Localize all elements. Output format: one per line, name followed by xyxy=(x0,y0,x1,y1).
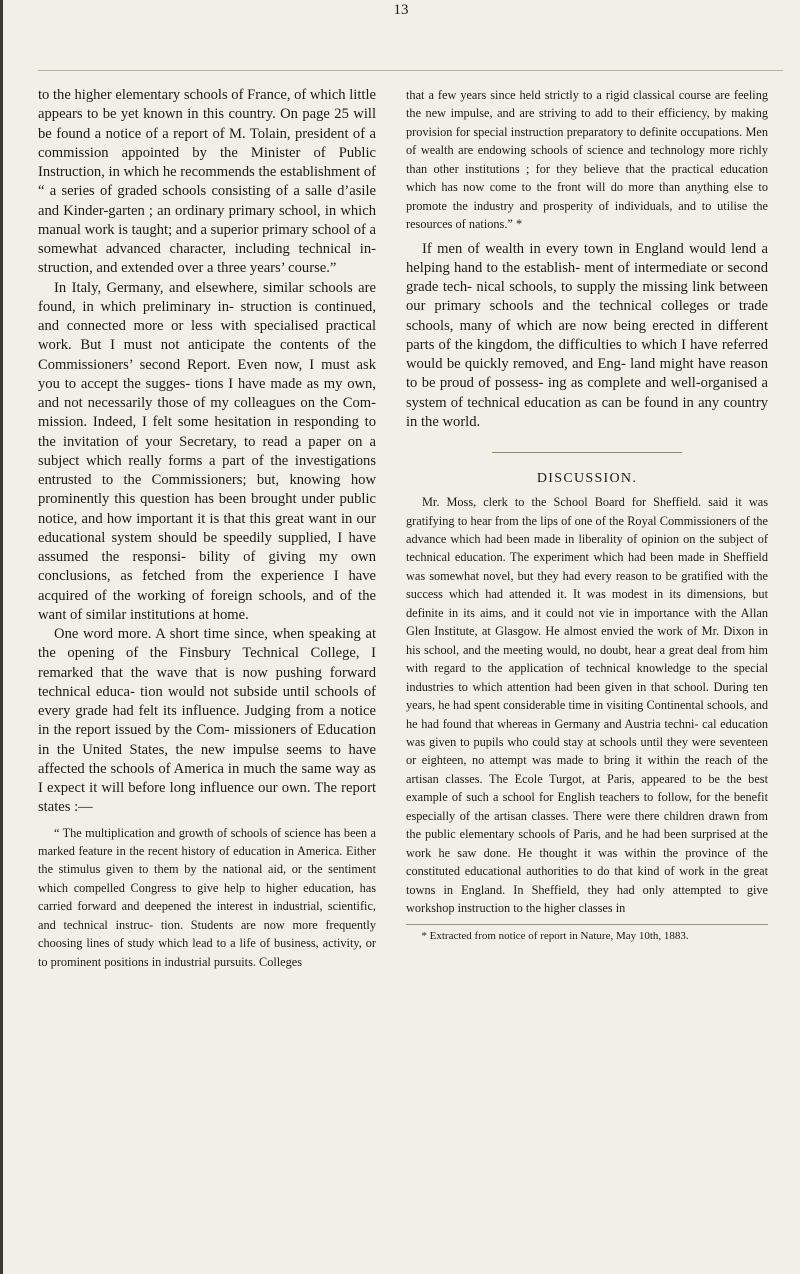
paragraph-men-of-wealth: If men of wealth in every town in England would lend a helping hand to the establish- ment of intermediate or second grade tech- nical schools, to supply the missing link between our primary schools and the technical colleges or trade schools, many of which are now being erected in different parts of the kingdom, the difficulties to which I have referred would be quickly removed, and Eng- land might have reason to be proud of possess- ing as complete and well-organised a system of technical education as can be found in any country in the world. xyxy=(406,240,768,430)
header-rule xyxy=(38,70,783,71)
paragraph-france-schools: to the higher elementary schools of France, of which little appears to be yet known in this country. On page 25 will be found a notice of a report of M. Tolain, president of a commission appointed by the Minister of Public Instruction, in which he recommends the establishment of “ a series of graded schools consisting of a salle d’asile and Kinder-garten ; an ordinary primary school, in which manual work is taught; and a superior primary school of a somewhat advanced character, including technical in- struction, and extended over a three years’ course.” xyxy=(38,87,377,277)
footnote-rule xyxy=(406,924,768,925)
quotation-america: “ The multiplication and growth of schools of science has been a marked feature in the recent history of education in America. Either the stimulus given to them by the national aid, or the sentiment which compelled Congress to give help to higher education, has carried forward and deepened the interest in industrial, scientific, and technical instruc- tion. Students are now more frequently choosing lines of study which lead to a life of business, activity, or to prominent positions in industrial pursuits. Colleges xyxy=(38,825,376,969)
page-edge-shadow xyxy=(0,0,3,1274)
left-column xyxy=(38,86,376,971)
right-column xyxy=(406,86,768,944)
paragraph-italy-germany: In Italy, Germany, and elsewhere, similar schools are found, in which preliminary in- struction is continued, and connected more or less with specialised practical work. But I must not anticipate the contents of the Commissioners’ second Report. Even now, I must ask you to accept the sugges- tions I have made as my own, and not necessarily those of my colleagues on the Com- mission. Indeed, I felt some hesitation in responding to the invitation of your Secretary, to read a paper on a subject which really forms a part of the investigations entrusted to the Commissioners; but, knowing how prominently this question has been brought under public notice, and how important it is that this great want in our educational system should be speedily supplied, I have assumed the responsi- bility of giving my own conclusions, as fetched from the experience I have acquired of the working of foreign schools, and of the want of similar institutions at home. xyxy=(38,279,376,623)
section-divider xyxy=(492,452,682,453)
quotation-continued: that a few years since held strictly to a rigid classical course are feeling the new impulse, and are striving to add to their efficiency, by making provision for special instruction preparatory to definite occupations. Men of wealth are endowing schools of science and technology more richly than other institutions ; for they believe that the practical education which has now come to the front will do more than anything else to promote the industry and prosperity of individuals, and to utilise the resources of nations.” * xyxy=(406,88,768,232)
page-number: 13 xyxy=(393,2,409,18)
footnote: * Extracted from notice of report in Nature, May 10th, 1883. xyxy=(421,929,689,942)
discussion-text: Mr. Moss, clerk to the School Board for Sheffield. said it was gratifying to hear from the lips of one of the Royal Commissioners of the advance which had been made in liberality of opinion on the subject of technical education. The experiment which had been made in Sheffield was somewhat novel, but they had every reason to be gratified with the success which had attended it. It was modest in its dimensions, but definite in its aims, and it could not vie in importance with the Allan Glen Institute, at Glasgow. He almost envied the work of Mr. Dixon in his school, and the meeting would, no doubt, hear a great deal from him with regard to the application of technical knowledge to the special industries to which attention had been given in that school. During ten years, he had spent considerable time in visiting Continental schools, and he had found that whereas in Germany and Austria techni- cal education was given to pupils who could stay at schools until they were seventeen or eighteen, no attempt was made to bring it within the reach of the artisan classes. The Ecole Turgot, at Paris, appeared to be the best example of such a school for English teachers to follow, for the benefit especially of the artisan classes. There were there children drawn from the public elementary schools of Paris, and he had been surprised at the work he saw done. He thought it was within the province of the constituted educational authorities to do that kind of work in the great towns in England. In Sheffield, they had only attempted to give workshop instruction to the higher classes in xyxy=(406,495,768,916)
paragraph-one-word-more: One word more. A short time since, when speaking at the opening of the Finsbury Technical College, I remarked that the wave that is now pushing forward technical educa- tion would not subside until schools of every grade had felt its influence. Judging from a notice in the report issued by the Com- missioners of Education in the United States, the new impulse seems to have affected the schools of America in much the same way as I expect it will before long influence our own. The report states :— xyxy=(38,626,376,816)
discussion-heading: DISCUSSION. xyxy=(536,471,638,487)
